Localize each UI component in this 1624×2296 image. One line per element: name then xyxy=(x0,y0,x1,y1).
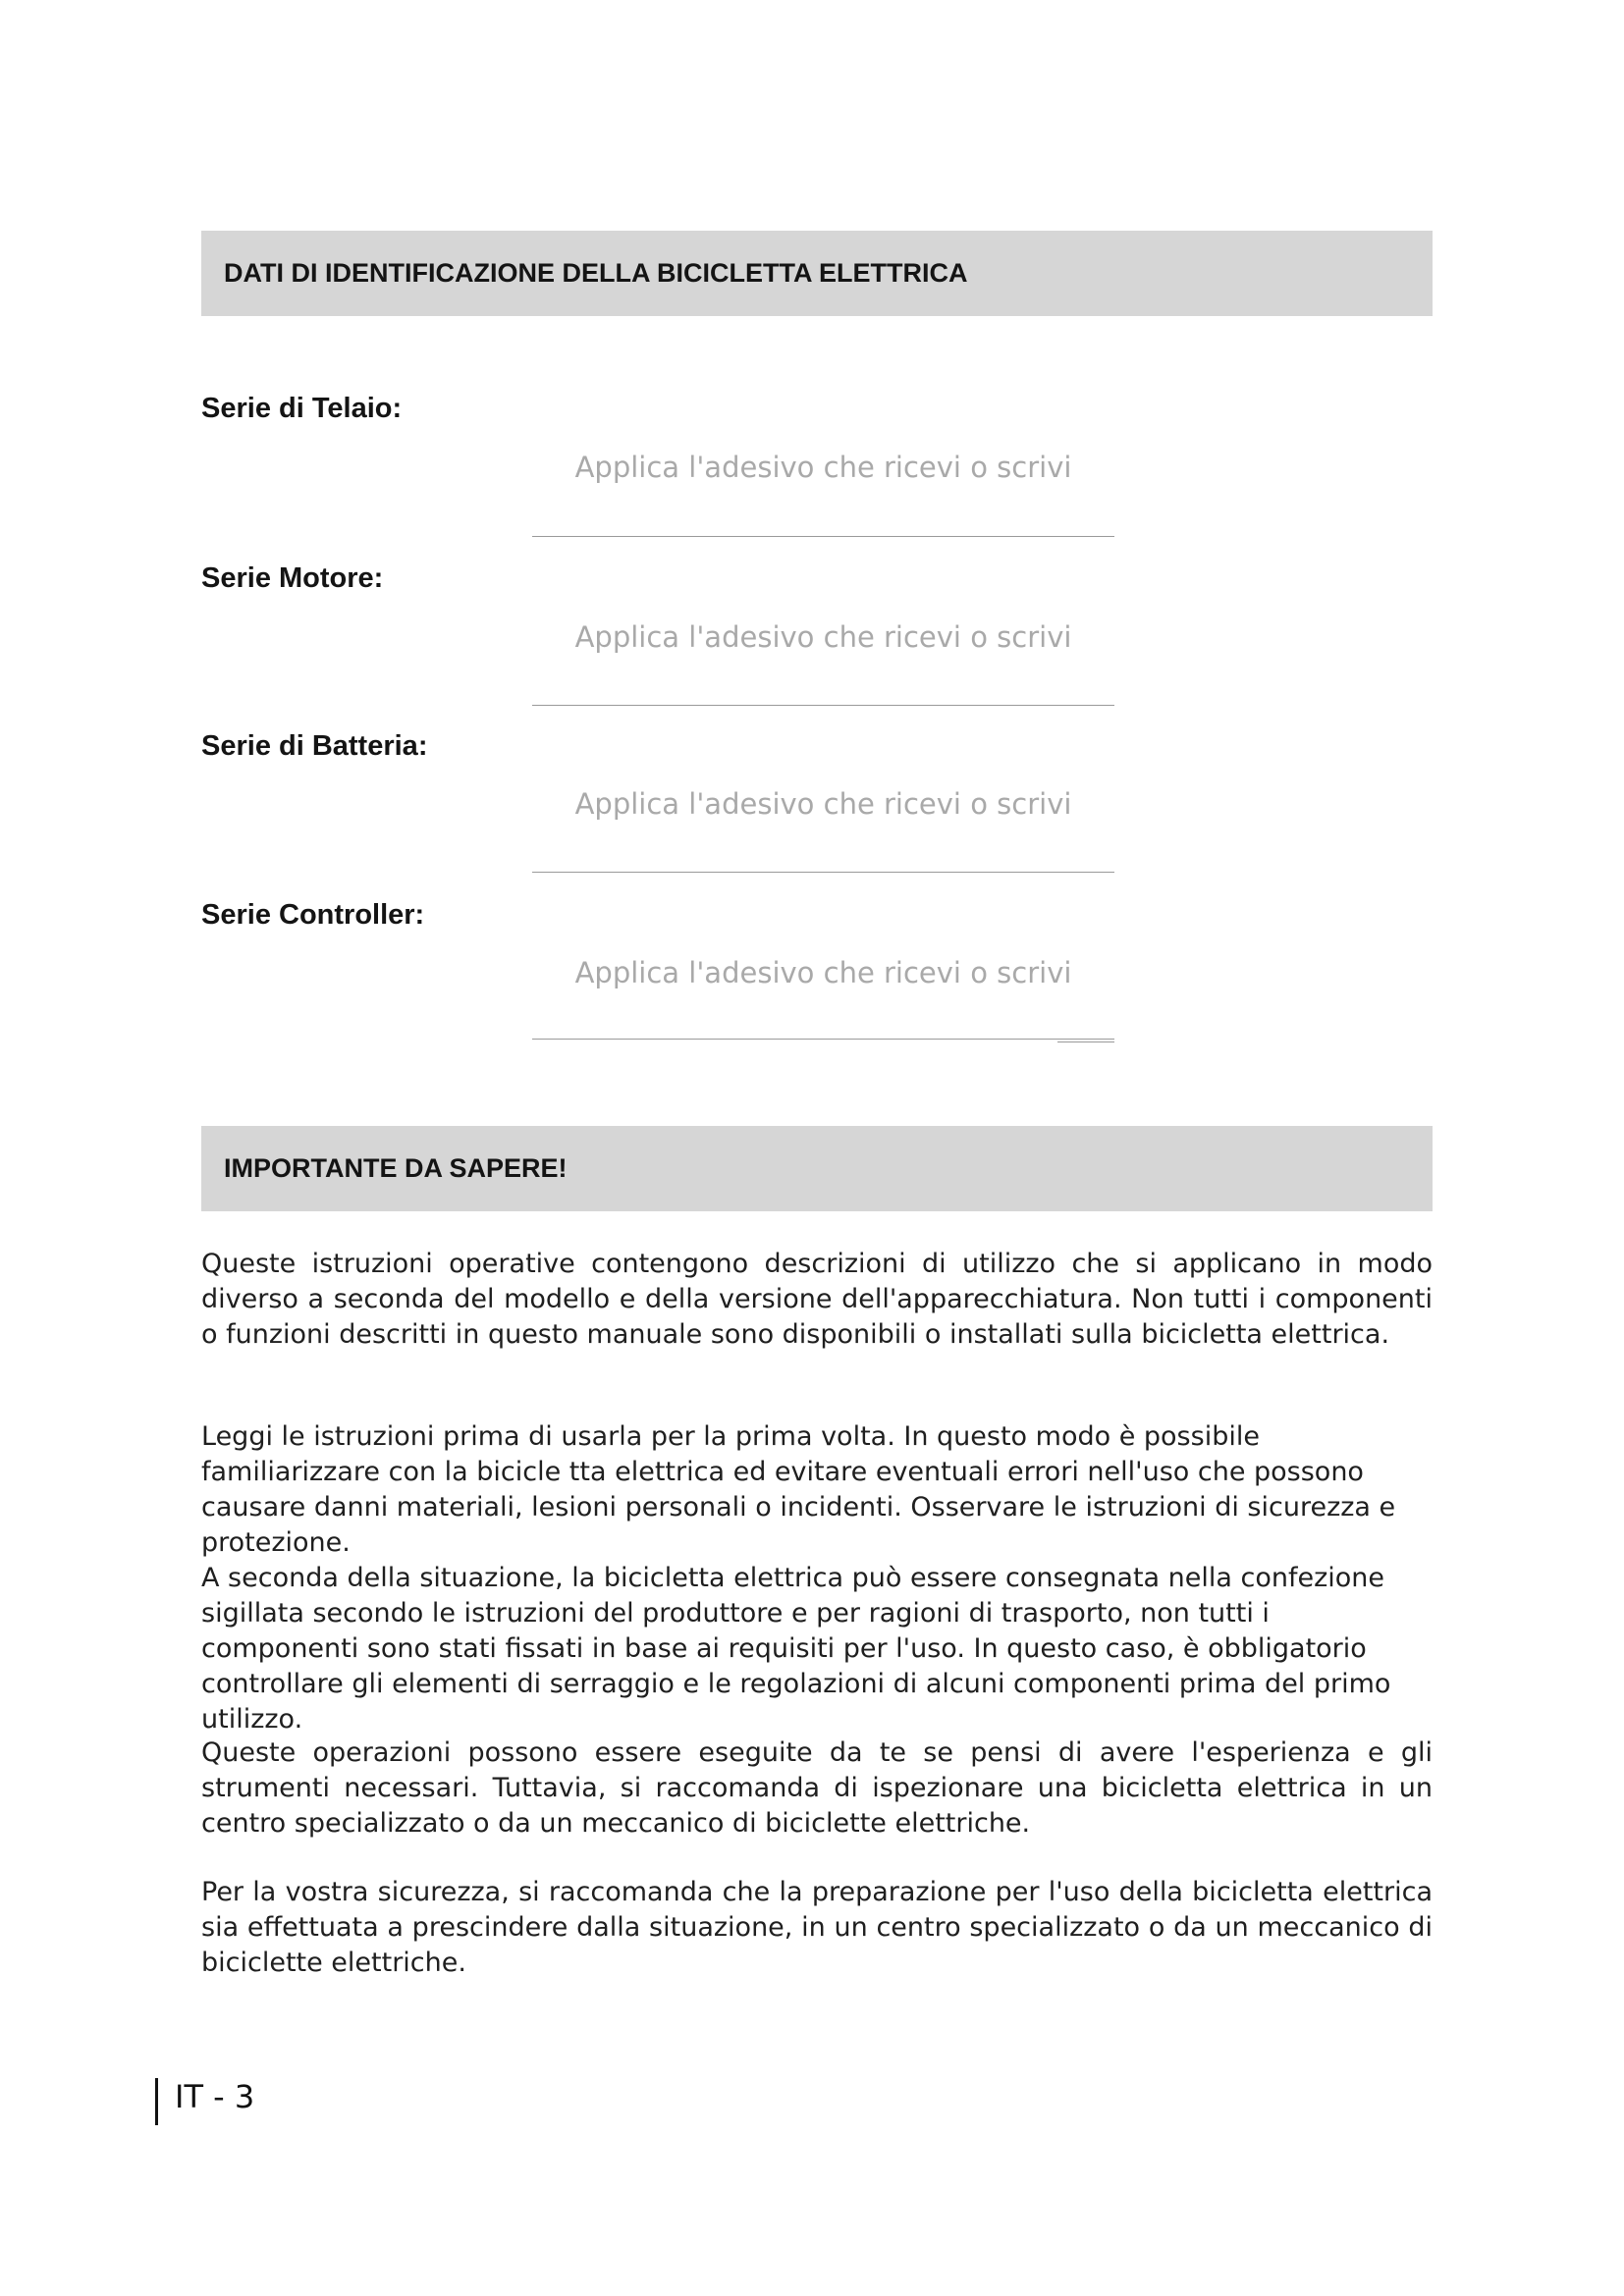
field-hint-battery-serial: Applica l'adesivo che ricevi o scrivi xyxy=(574,787,1072,821)
paragraph-operations: Queste operazioni possono essere eseguite da te se pensi di avere l'esperienza e gli strumenti necessari. Tuttavia, si raccomanda di ispezionare una bicicletta elettrica in un centro specializzato o da un meccanico di biciclette elettriche. xyxy=(201,1737,1433,1839)
field-label-motor-serial: Serie Motore: xyxy=(201,562,384,594)
section-title: IMPORTANTE DA SAPERE! xyxy=(224,1153,568,1183)
field-line-motor-serial[interactable] xyxy=(532,705,1114,706)
footer-divider xyxy=(155,2078,158,2125)
field-label-frame-serial: Serie di Telaio: xyxy=(201,393,403,424)
section-title: DATI DI IDENTIFICAZIONE DELLA BICICLETTA ELETTRICA xyxy=(224,258,968,288)
page-number: IT - 3 xyxy=(175,2078,255,2115)
paragraph-intro: Queste istruzioni operative contengono descrizioni di utilizzo che si applicano in modo diverso a seconda del modello e della versione dell'apparecchiatura. Non tutti i componenti o funzioni descritti in questo manuale sono disponibili o installati sulla bicicletta elettrica. xyxy=(201,1249,1433,1350)
field-line-controller-serial[interactable] xyxy=(532,1039,1114,1040)
field-label-controller-serial: Serie Controller: xyxy=(201,899,425,931)
paragraph-packaging: A seconda della situazione, la bicicletta elettrica può essere consegnata nella confezione sigillata secondo le istruzioni del produttore e per ragioni di trasporto, non tutti i componenti sono stati fissati in base ai requisiti per l'uso. In questo caso, è obbligatorio controllare gli elementi di serraggio e le regolazioni di alcuni componenti prima del primo utilizzo. xyxy=(201,1563,1391,1735)
field-label-battery-serial: Serie di Batteria: xyxy=(201,730,428,762)
field-line-battery-serial[interactable] xyxy=(532,872,1114,873)
section-header-identification xyxy=(201,231,1433,316)
field-line-frame-serial[interactable] xyxy=(532,536,1114,537)
section-header-important xyxy=(201,1126,1433,1211)
field-hint-frame-serial: Applica l'adesivo che ricevi o scrivi xyxy=(574,451,1072,484)
field-hint-motor-serial: Applica l'adesivo che ricevi o scrivi xyxy=(574,620,1072,654)
paragraph-read-instructions: Leggi le istruzioni prima di usarla per la prima volta. In questo modo è possibile familiarizzare con la bicicle tta elettrica ed evitare eventuali errori nell'uso che possono causare danni materiali, lesioni personali o incidenti. Osservare le istruzioni di sicurezza e protezione. xyxy=(201,1421,1396,1558)
field-hint-controller-serial: Applica l'adesivo che ricevi o scrivi xyxy=(574,956,1072,989)
paragraph-safety: Per la vostra sicurezza, si raccomanda che la preparazione per l'uso della bicicletta elettrica sia effettuata a prescindere dalla situazione, in un centro specializzato o da un meccanico di biciclette elettriche. xyxy=(201,1877,1433,1978)
